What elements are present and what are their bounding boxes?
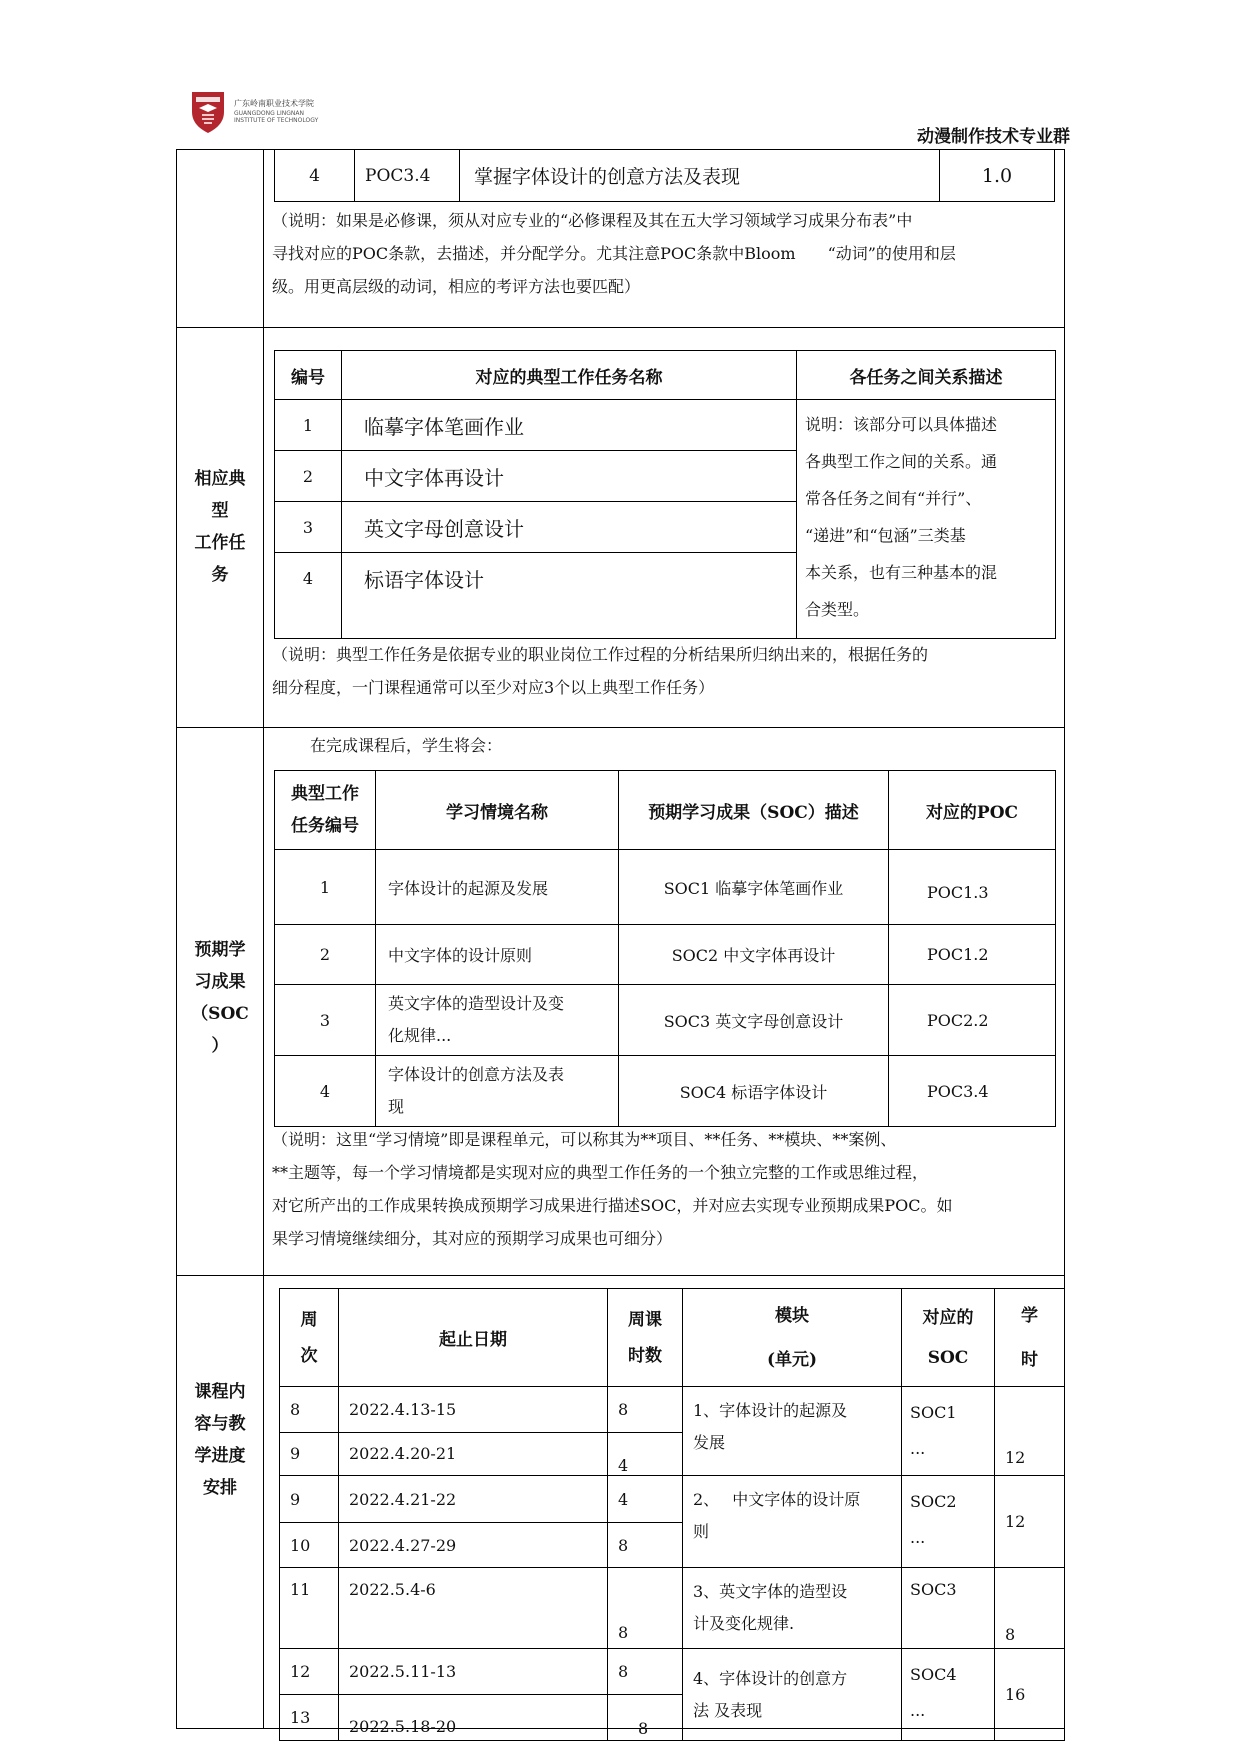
soc-header-situation: 学习情境名称 (376, 771, 619, 850)
poc-desc: 掌握字体设计的创意方法及表现 (460, 150, 940, 202)
soc-header-task-num: 典型工作 任务编号 (275, 771, 376, 850)
tasks-header-relation: 各任务之间关系描述 (797, 351, 1056, 400)
table-row: 8 2022.4.13-15 8 1、字体设计的起源及 发展 SOC1 ... 12 (280, 1387, 1065, 1433)
table-row: 13 2022.5.18-20 8 (280, 1695, 1065, 1741)
schedule-section-label: 课程内 容与教 学进度 安排 (194, 1382, 246, 1498)
table-row: 9 2022.4.20-21 4 (280, 1432, 1065, 1475)
module-2: 2、 中文字体的设计原 则 (683, 1476, 902, 1568)
tasks-section-label: 相应典 型 工作任 务 (194, 469, 246, 585)
section-divider-2 (176, 727, 1064, 728)
table-row: 4 标语字体设计 (275, 553, 1056, 604)
schedule-header-date: 起止日期 (339, 1289, 608, 1387)
table-row: 2 中文字体再设计 (275, 451, 1056, 502)
soc-note: （说明：这里“学习情境”即是课程单元，可以称其为**项目、**任务、**模块、**案例、 **主题等，每一个学习情境都是实现对应的典型工作任务的一个独立完整的工作或思维过程， 对它所产出的工作成果转换成预期学习成果进行描述SOC，并对应去实现专业预期成果POC。如 果学习情境继续细分，其对应的预期学习成果也可细分） (272, 1130, 953, 1248)
group-name: 动漫制作技术专业群 (917, 127, 1070, 147)
shield-icon (190, 90, 226, 134)
module-1: 1、字体设计的起源及 发展 (683, 1387, 902, 1476)
table-row: 12 2022.5.11-13 8 4、字体设计的创意方 法 及表现 SOC4 ... 16 (280, 1649, 1065, 1695)
school-name-cn: 广东岭南职业技术学院 (234, 99, 314, 108)
poc-num: 4 (275, 150, 355, 202)
tasks-header-name: 对应的典型工作任务名称 (342, 351, 797, 400)
poc-credit: 1.0 (940, 150, 1055, 202)
soc-header-poc: 对应的POC (889, 771, 1056, 850)
table-row: 1 临摹字体笔画作业 说明：该部分可以具体描述 各典型工作之间的关系。通 常各任务之间有“并行”、 “递进”和“包涵”三类基 本关系，也有三种基本的混 合类型。 (275, 400, 1056, 451)
soc-section-label: 预期学 习成果 （SOC ） (191, 940, 249, 1056)
soc-intro: 在完成课程后，学生将会： (310, 736, 503, 755)
tasks-table (274, 350, 1056, 639)
section-divider-3 (176, 1275, 1064, 1276)
label-column-border (263, 149, 264, 1729)
schedule-header-total: 学 时 (995, 1289, 1065, 1387)
tasks-relation-desc: 说明：该部分可以具体描述 各典型工作之间的关系。通 常各任务之间有“并行”、 “递进”和“包涵”三类基 本关系，也有三种基本的混 合类型。 (797, 400, 1056, 639)
table-row: 1 字体设计的起源及发展 SOC1 临摹字体笔画作业 POC1.3 (275, 850, 1056, 925)
table-row: 10 2022.4.27-29 8 (280, 1523, 1065, 1568)
poc-table (274, 149, 1055, 202)
tasks-note: （说明：典型工作任务是依据专业的职业岗位工作过程的分析结果所归纳出来的，根据任务的 细分程度，一门课程通常可以至少对应3个以上典型工作任务） (272, 645, 929, 697)
schedule-header-module: 模块 (单元) (683, 1289, 902, 1387)
soc-table (274, 770, 1056, 1127)
schedule-header-week: 周 次 (280, 1289, 339, 1387)
table-row: 11 2022.5.4-6 8 3、英文字体的造型设 计及变化规律. SOC3 8 (280, 1568, 1065, 1649)
module-3: 3、英文字体的造型设 计及变化规律. (683, 1568, 902, 1649)
table-row: 3 英文字母创意设计 (275, 502, 1056, 553)
poc-code: POC3.4 (355, 150, 460, 202)
poc-note: （说明：如果是必修课，须从对应专业的“必修课程及其在五大学习领域学习成果分布表”中 寻找对应的POC条款，去描述，并分配学分。尤其注意POC条款中Bloom “动词”的使用和层 级。用更高层级的动词，相应的考评方法也要匹配） (272, 211, 956, 296)
school-logo (190, 88, 330, 138)
soc-header-soc: 预期学习成果（SOC）描述 (619, 771, 889, 850)
module-4: 4、字体设计的创意方 法 及表现 (683, 1649, 902, 1741)
schedule-table (279, 1288, 1065, 1741)
schedule-header-soc: 对应的 SOC (902, 1289, 995, 1387)
table-row: 2 中文字体的设计原则 SOC2 中文字体再设计 POC1.2 (275, 925, 1056, 985)
table-row: 4 字体设计的创意方法及表 现 SOC4 标语字体设计 POC3.4 (275, 1056, 1056, 1127)
section-divider-1 (176, 327, 1064, 328)
table-row: 3 英文字体的造型设计及变 化规律... SOC3 英文字母创意设计 POC2.2 (275, 985, 1056, 1056)
table-row: 9 2022.4.21-22 4 2、 中文字体的设计原 则 SOC2 ... 12 (280, 1476, 1065, 1523)
school-name-en: GUANGDONG LINGNAN INSTITUTE OF TECHNOLOGY (234, 110, 319, 124)
tasks-header-num: 编号 (275, 351, 342, 400)
outer-left-border (176, 149, 177, 1729)
schedule-header-hours: 周课 时数 (608, 1289, 683, 1387)
